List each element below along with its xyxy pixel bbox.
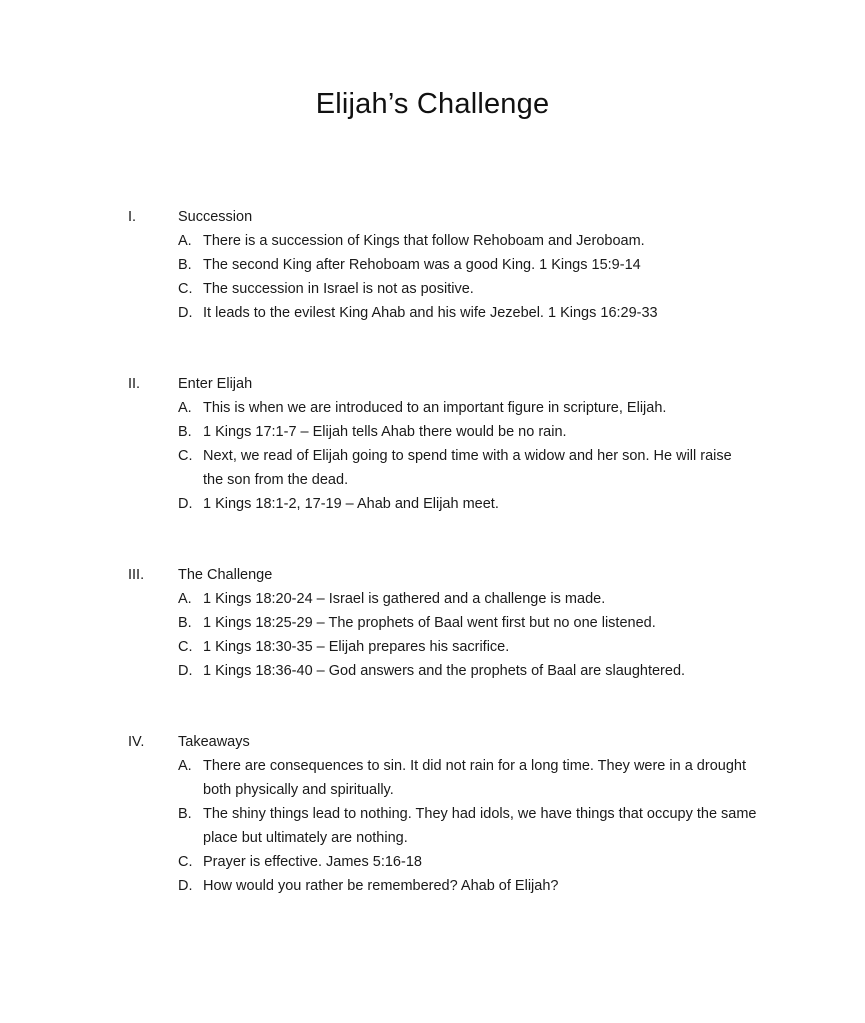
item-text: There is a succession of Kings that follow Rehoboam and Jeroboam. — [203, 233, 645, 249]
item-letter: A. — [178, 233, 192, 249]
item-text: Prayer is effective. James 5:16-18 — [203, 854, 422, 870]
item-text: The second King after Rehoboam was a good King. 1 Kings 15:9-14 — [203, 257, 641, 273]
item-letter: B. — [178, 806, 192, 822]
section-numeral: II. — [128, 376, 141, 392]
section-heading: Succession — [178, 209, 253, 225]
outline-item — [178, 587, 778, 611]
outline-item — [178, 420, 743, 444]
item-letter: C. — [178, 639, 193, 655]
item-text: How would you rather be remembered? Ahab of Elijah? — [203, 878, 559, 894]
outline-item — [178, 229, 778, 253]
outline-item — [178, 850, 758, 874]
item-letter: B. — [178, 257, 192, 273]
item-text: 1 Kings 18:30-35 – Elijah prepares his sacrifice. — [203, 639, 510, 655]
item-text: 1 Kings 18:1-2, 17-19 – Ahab and Elijah meet. — [203, 496, 499, 512]
item-letter: B. — [178, 424, 192, 440]
section-numeral: IV. — [128, 734, 145, 750]
item-letter: D. — [178, 663, 193, 679]
outline-item — [178, 802, 758, 850]
item-text: The succession in Israel is not as positive. — [203, 281, 474, 297]
item-letter: A. — [178, 758, 192, 774]
outline-item — [178, 659, 778, 683]
item-letter: A. — [178, 591, 192, 607]
section-items — [178, 587, 778, 683]
item-text: This is when we are introduced to an important figure in scripture, Elijah. — [203, 400, 667, 416]
item-text: 1 Kings 18:36-40 – God answers and the prophets of Baal are slaughtered. — [203, 663, 686, 679]
outline-item — [178, 396, 743, 420]
section-numeral: I. — [128, 209, 137, 225]
item-letter: C. — [178, 281, 193, 297]
section-heading: The Challenge — [178, 567, 273, 583]
outline-item — [178, 611, 778, 635]
item-text: 1 Kings 18:20-24 – Israel is gathered and a challenge is made. — [203, 591, 606, 607]
outline-item — [178, 635, 778, 659]
section-items — [178, 396, 743, 516]
outline-item — [178, 874, 758, 898]
outline-item — [178, 444, 743, 492]
item-text: 1 Kings 18:25-29 – The prophets of Baal went first but no one listened. — [203, 615, 656, 631]
section-items — [178, 229, 778, 325]
item-text: 1 Kings 17:1-7 – Elijah tells Ahab there would be no rain. — [203, 424, 567, 440]
item-text: There are consequences to sin. It did not rain for a long time. They were in a drought both physically and spiritually. — [203, 758, 746, 798]
item-letter: C. — [178, 448, 193, 464]
item-text: The shiny things lead to nothing. They had idols, we have things that occupy the same place but ultimately are nothing. — [203, 806, 757, 846]
outline-item — [178, 301, 778, 325]
section-heading: Enter Elijah — [178, 376, 253, 392]
item-letter: D. — [178, 496, 193, 512]
outline-item — [178, 492, 743, 516]
item-letter: D. — [178, 305, 193, 321]
outline-item — [178, 754, 758, 802]
item-letter: B. — [178, 615, 192, 631]
outline-item — [178, 253, 778, 277]
section-items — [178, 754, 758, 898]
item-letter: C. — [178, 854, 193, 870]
section-heading: Takeaways — [178, 734, 250, 750]
item-text: It leads to the evilest King Ahab and his wife Jezebel. 1 Kings 16:29-33 — [203, 305, 658, 321]
section-numeral: III. — [128, 567, 145, 583]
document-title: Elijah’s Challenge — [315, 88, 550, 120]
item-letter: D. — [178, 878, 193, 894]
outline-item — [178, 277, 778, 301]
item-letter: A. — [178, 400, 192, 416]
item-text: Next, we read of Elijah going to spend time with a widow and her son. He will raise the son from the dead. — [203, 448, 732, 488]
